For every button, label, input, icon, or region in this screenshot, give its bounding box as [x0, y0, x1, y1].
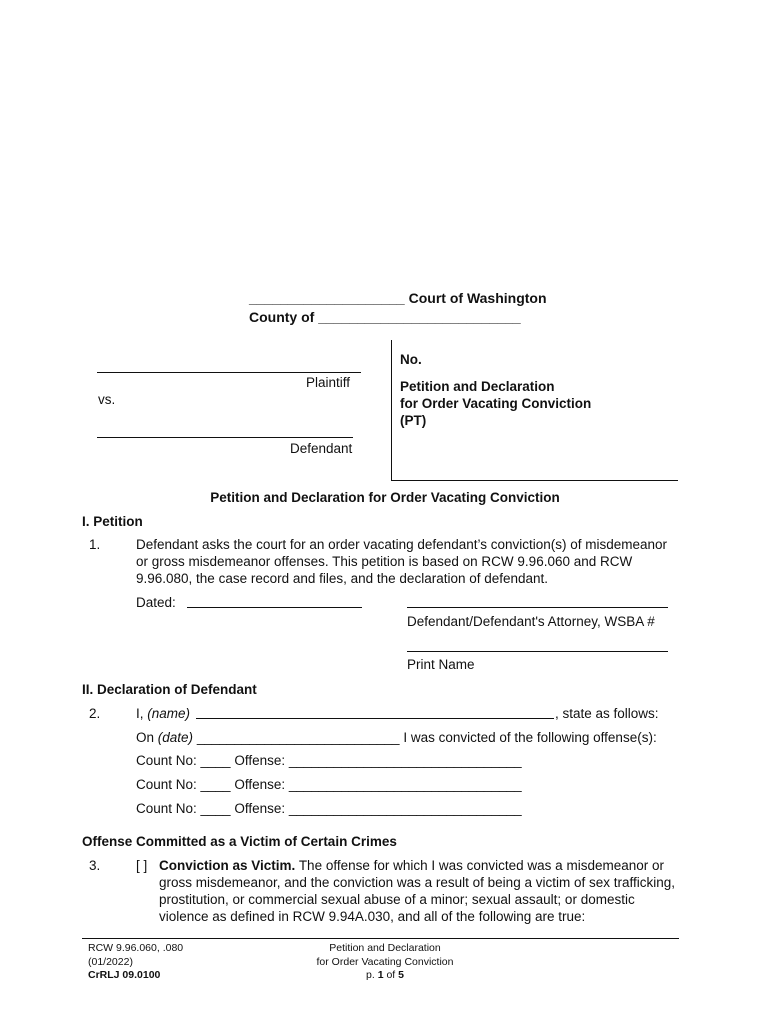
court-name-blank[interactable]: ____________________: [249, 290, 405, 306]
section-2-heading: II. Declaration of Defendant: [82, 682, 257, 697]
victim-text: The offense for which I was convicted was a misdemeanor or gross misdemeanor, and the conviction was a result of being a victim of sex trafficking, prostitution, or commercial sexual abuse of a minor; sexual assault; or domestic violence as defined in RCW 9.94A.030, and all of the following are true:: [159, 858, 675, 924]
main-title: Petition and Declaration for Order Vacating Conviction: [210, 490, 560, 505]
item-1-text: Defendant asks the court for an order vacating defendant’s conviction(s) of misdemeanor or gross misdemeanor offenses. This petition is based on RCW 9.96.060 and RCW 9.96.080, the case record and files, and the declaration of defendant.: [136, 537, 668, 586]
court-name-line: [249, 290, 547, 308]
date-hint: (date): [157, 730, 194, 745]
item-3-number: 3.: [89, 858, 101, 873]
doc-title-line-1: Petition and Declaration: [400, 379, 555, 394]
page-prefix: p.: [366, 969, 375, 982]
page-current: 1: [377, 969, 384, 982]
case-no-label: No.: [400, 352, 422, 367]
item-2-number: 2.: [89, 706, 101, 721]
name-hint: (name): [147, 706, 191, 721]
on-label: On: [136, 730, 155, 745]
conviction-date-line: [136, 730, 657, 747]
declarant-line: [136, 706, 190, 723]
plaintiff-label: Plaintiff: [306, 375, 351, 390]
footer-rcw: RCW 9.96.060, .080: [88, 942, 184, 954]
section-1-heading: I. Petition: [82, 514, 143, 529]
county-label: County of: [249, 309, 315, 325]
footer-center: [285, 942, 485, 983]
attorney-label: Defendant/Defendant's Attorney, WSBA #: [407, 614, 655, 629]
county-line: [249, 309, 521, 327]
attorney-signature-line[interactable]: [407, 607, 668, 608]
footer-left: [88, 942, 183, 983]
conviction-date-field[interactable]: ___________________________: [196, 730, 400, 745]
i-label: I,: [136, 706, 144, 721]
footer-form-id: CrRLJ 09.0100: [88, 969, 161, 982]
plaintiff-name-line[interactable]: [97, 372, 361, 373]
footer-page-number: [285, 969, 485, 983]
defendant-name-line[interactable]: [97, 437, 353, 438]
dated-field[interactable]: [187, 607, 362, 608]
section-3-heading: Offense Committed as a Victim of Certain Crimes: [82, 834, 397, 849]
county-blank[interactable]: __________________________: [318, 309, 521, 325]
vs-label: vs.: [98, 392, 116, 407]
declarant-name-field[interactable]: [196, 718, 554, 719]
count-row-3[interactable]: Count No: ____ Offense: _______________________________: [136, 801, 522, 816]
page-total: 5: [398, 969, 404, 982]
footer-divider: [82, 938, 679, 939]
footer-title-2: for Order Vacating Conviction: [316, 955, 454, 968]
victim-bold-lead: Conviction as Victim.: [159, 858, 296, 873]
state-follows-label: , state as follows:: [555, 706, 659, 721]
item-3-text: [159, 858, 679, 926]
court-label: Court of Washington: [408, 290, 547, 306]
convicted-text: I was convicted of the following offense(s):: [403, 730, 657, 745]
caption-divider-horizontal: [391, 480, 678, 481]
print-name-label: Print Name: [407, 657, 475, 672]
page-of: of: [386, 969, 396, 982]
caption-divider-vertical: [391, 340, 392, 480]
doc-code: (PT): [400, 413, 427, 428]
victim-checkbox[interactable]: [ ]: [136, 858, 148, 873]
doc-title-line-2: for Order Vacating Conviction: [400, 396, 592, 411]
count-row-2[interactable]: Count No: ____ Offense: _______________________________: [136, 777, 522, 792]
count-row-1[interactable]: Count No: ____ Offense: _______________________________: [136, 753, 522, 768]
print-name-line[interactable]: [407, 651, 668, 652]
dated-label: Dated:: [136, 595, 176, 610]
footer-title-1: Petition and Declaration: [329, 942, 441, 954]
defendant-label: Defendant: [290, 441, 353, 456]
footer-date: (01/2022): [88, 955, 133, 968]
item-1-number: 1.: [89, 537, 101, 552]
